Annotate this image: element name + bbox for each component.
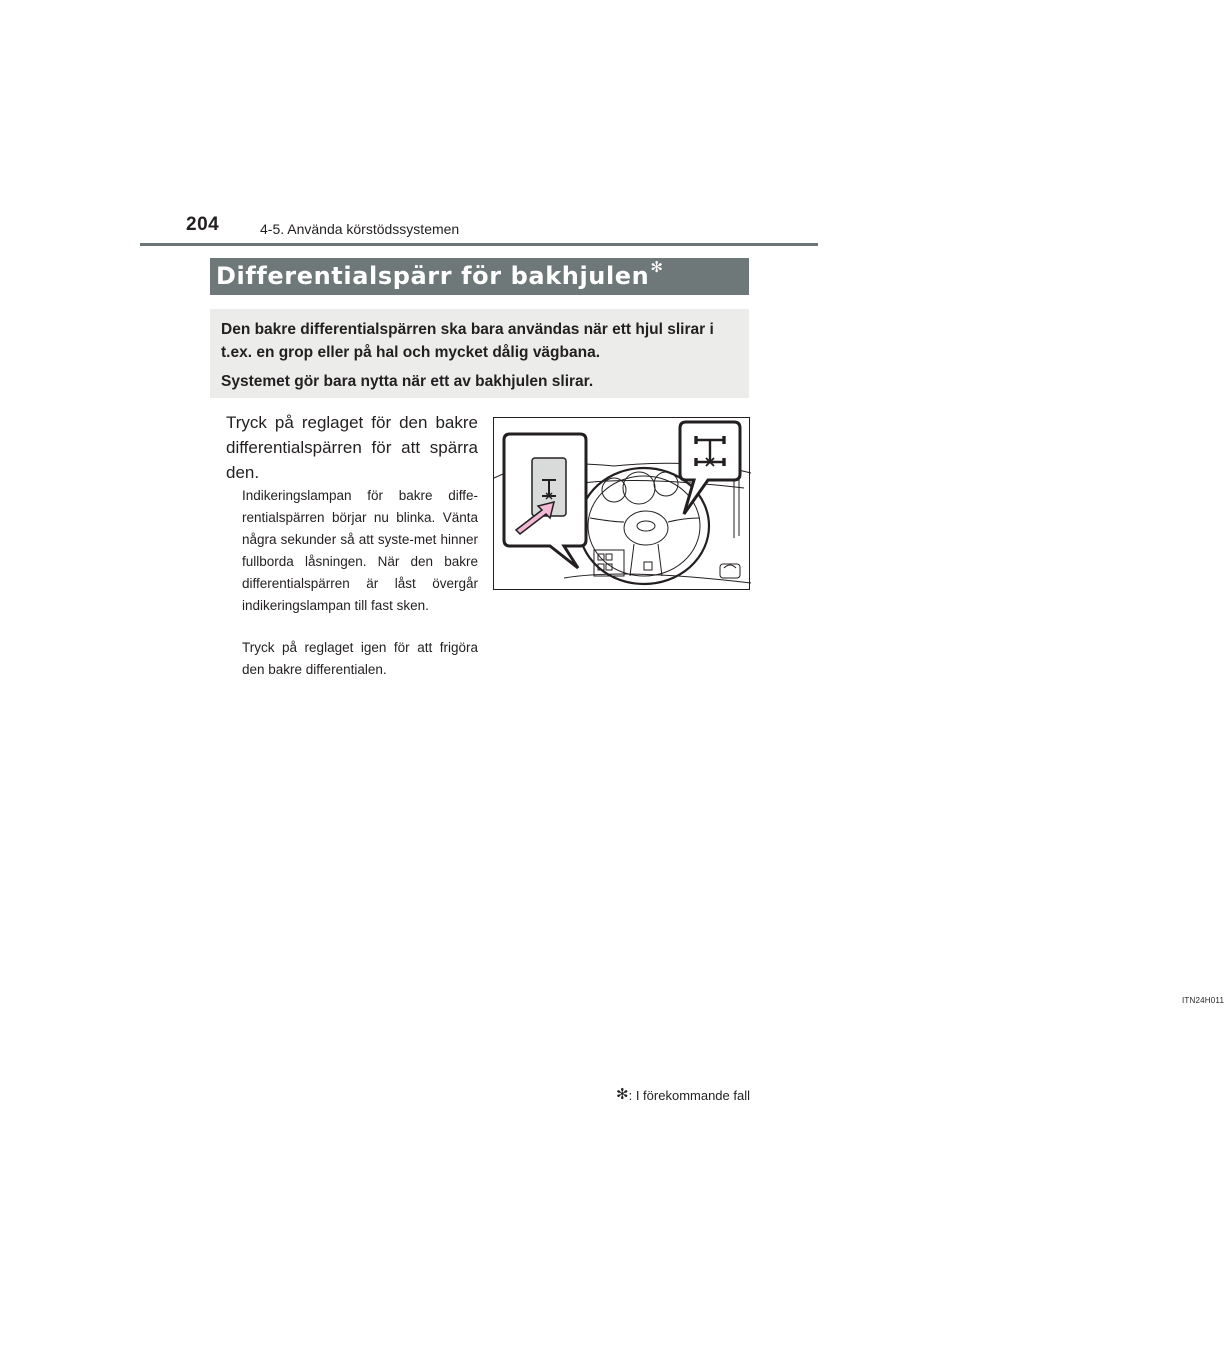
intro-line-2: Systemet gör bara nytta när ett av bakhjulen slirar. [221,373,594,390]
footnote-text: : I förekommande fall [628,1088,750,1103]
figure-code: ITN24H011 [1182,996,1224,1005]
title-marker: ✻ [650,258,664,276]
instruction-text: Tryck på reglaget för den bakre differentialspärren för att spärra den. [226,413,478,482]
intro-box [210,309,749,398]
page-number: 204 [186,214,220,235]
section-title: 4-5. Använda körstödssystemen [260,221,460,237]
intro-line-1: Den bakre differentialspärren ska bara användas när ett hjul slirar i t.ex. en grop eller på hal och mycket dålig vägbana. [221,321,714,361]
note-indicator-text: Indikeringslampan för bakre diffe-rentialspärren börjar nu blinka. Vänta några sekunder så att syste-met hinner fullborda låsningen. När den bakre differentialspärren är låst övergår indikeringslampan till fast sken. [242,488,478,613]
header-divider [140,243,818,246]
footnote [616,1086,750,1104]
page-title [210,258,749,295]
note-release-text: Tryck på reglaget igen för att frigöra den bakre differentialen. [242,640,478,677]
footnote-marker: ✻ [616,1086,629,1103]
switch-illustration [493,417,1224,1005]
title-text: Differentialspärr för bakhjulen [216,262,650,290]
